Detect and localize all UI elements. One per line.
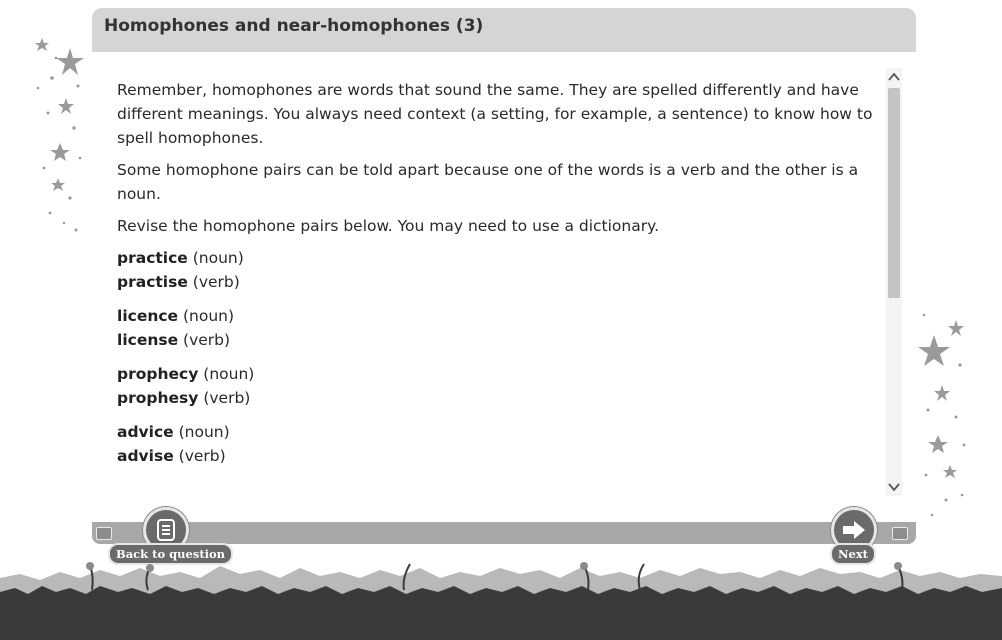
arrow-right-icon [841, 520, 867, 540]
noun-word: prophecy [117, 365, 199, 383]
decorative-ground-silhouette [0, 548, 1002, 640]
document-icon [156, 518, 176, 542]
verb-tag: (verb) [203, 389, 251, 407]
noun-tag: (noun) [203, 365, 255, 383]
instruction-paragraph: Revise the homophone pairs below. You may need to use a dictionary. [117, 217, 660, 235]
noun-word: practice [117, 249, 188, 267]
noun-tag: (noun) [192, 249, 244, 267]
menu-small-icon[interactable] [96, 527, 112, 540]
verb-noun-paragraph: Some homophone pairs can be told apart because one of the words is a verb and the other is a noun. [117, 161, 859, 203]
navigation-bar [92, 522, 916, 544]
pair-verb-line [117, 328, 877, 352]
scroll-thumb[interactable] [888, 88, 900, 298]
intro-paragraph: Remember, homophones are words that sound the same. They are spelled differently and have different meanings. You always need context (a setting, for example, a sentence) to know how to spell homophones. [117, 81, 873, 147]
noun-word: licence [117, 307, 179, 325]
title-bar [92, 8, 916, 52]
noun-tag: (noun) [183, 307, 235, 325]
vertical-scrollbar[interactable] [886, 68, 902, 496]
decorative-stars-right [916, 305, 976, 535]
pair-verb-line [117, 444, 877, 468]
noun-tag: (noun) [178, 423, 230, 441]
pair-verb-line [117, 386, 877, 410]
verb-word: advise [117, 447, 174, 465]
verb-tag: (verb) [178, 447, 226, 465]
verb-word: practise [117, 273, 188, 291]
verb-tag: (verb) [183, 331, 231, 349]
verb-word: prophesy [117, 389, 199, 407]
back-to-question-label[interactable]: Back to question [108, 543, 233, 565]
scroll-down-button[interactable] [886, 478, 902, 496]
content-scroll-area[interactable] [117, 78, 877, 496]
verb-word: license [117, 331, 179, 349]
pair-noun-line [117, 362, 877, 386]
page-title: Homophones and near-homophones (3) [104, 16, 484, 36]
pair-noun-line [117, 304, 877, 328]
verb-tag: (verb) [192, 273, 240, 291]
homophone-pair [117, 246, 877, 294]
pair-noun-line [117, 246, 877, 270]
homophone-pair [117, 420, 877, 468]
decorative-stars-left [30, 18, 90, 248]
homophone-pair [117, 304, 877, 352]
noun-word: advice [117, 423, 174, 441]
pair-verb-line [117, 270, 877, 294]
chevron-down-icon [888, 482, 900, 492]
content-panel [92, 52, 916, 497]
homophone-pair [117, 362, 877, 410]
chevron-up-icon [888, 72, 900, 82]
next-label[interactable]: Next [830, 543, 876, 565]
notes-small-icon[interactable] [892, 527, 908, 540]
scroll-up-button[interactable] [886, 68, 902, 86]
pair-noun-line [117, 420, 877, 444]
